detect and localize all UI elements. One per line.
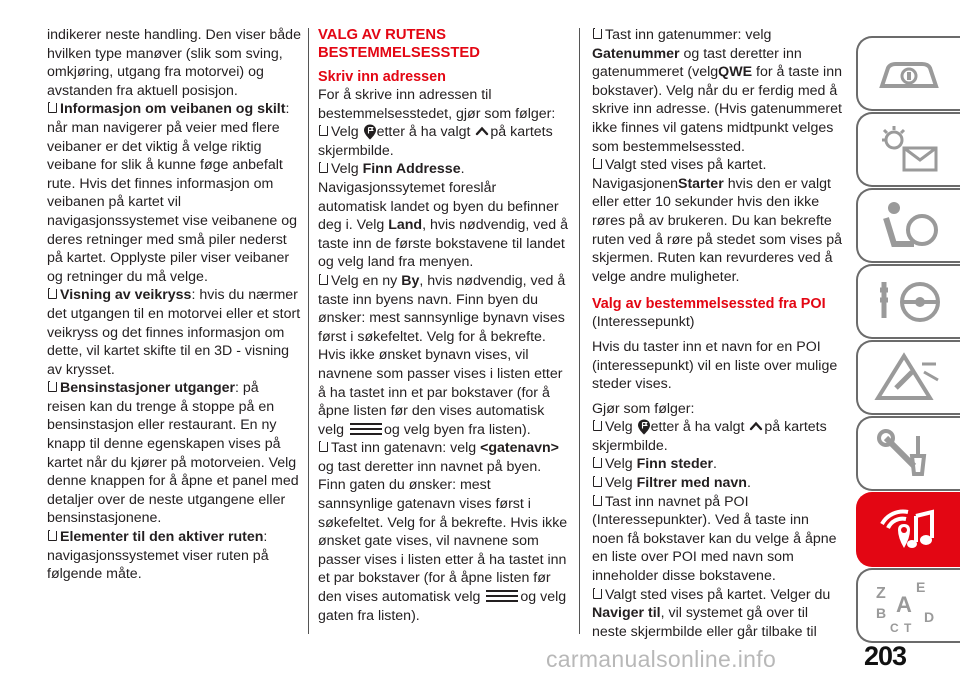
- page-number: 203: [864, 641, 907, 671]
- bullet-box-icon: [593, 588, 602, 599]
- list-item: Valgt sted vises på kartet. NavigasjonenStarter hvis den er valgt eller etter 10 sekunder hvis den ikke røres på av brukeren. Du kan bekrefte ruten ved å røre på stedet som vises på skjermen. Ruten kan revurderes ved å velge andre muligheter.: [592, 157, 842, 285]
- watermark: carmanualsonline.info: [546, 646, 777, 672]
- multimedia-icon: [874, 502, 944, 558]
- service-icon: [874, 426, 944, 482]
- column-divider: [579, 28, 580, 634]
- bullet-box-icon: [593, 420, 602, 431]
- menu-icon: [484, 589, 520, 603]
- section-subheading: Skriv inn adressen: [318, 69, 446, 85]
- bullet-box-icon: [593, 495, 602, 506]
- tab-index[interactable]: [856, 568, 960, 643]
- svg-text:T: T: [904, 621, 912, 634]
- list-item: Velg etter å ha valgt på kartets skjermbilde.: [318, 124, 553, 159]
- list-item: Valgt sted vises på kartet. Velger du Naviger til, vil systemet gå over til neste skjermbilde eller går tilbake til: [592, 586, 831, 640]
- list-item: Bensinstasjoner utganger: på reisen kan du trenge å stoppe på en bensinstasjon eller restaurant. En ny knapp til denne egenskapen vises på kartet når du kjører på motorveien. Velg denne knappen for å åpne et panel med detaljer over de neste utgangene eller bensinstasjonene.: [47, 380, 299, 527]
- warning-lights-icon: [874, 122, 944, 178]
- chevron-up-icon: [748, 418, 764, 434]
- list-item: Tast inn navnet på POI (Interessepunkter). Ved å taste inn noen få bokstaver kan du velge å åpne en liste over POI med navn som inneholder disse bokstavene.: [592, 493, 837, 585]
- list-item: Visning av veikryss: hvis du nærmer det utgangen til en motorvei eller et stort veikryss og det finnes informasjon om dette, vil kartet skifte til en 3D - visning av krysset.: [47, 287, 301, 378]
- bullet-box-icon: [48, 530, 57, 541]
- svg-text:B: B: [876, 605, 887, 621]
- list-item: Velg Finn steder.: [592, 455, 842, 474]
- index-icon: [874, 578, 944, 634]
- chevron-up-icon: [474, 123, 490, 139]
- destination-pin-icon: [637, 419, 651, 435]
- tab-breakdown[interactable]: [856, 340, 960, 415]
- tab-multimedia[interactable]: [856, 492, 960, 567]
- svg-text:D: D: [924, 609, 935, 625]
- svg-text:E: E: [916, 579, 926, 595]
- list-item: Informasjon om veibanen og skilt: når man navigerer på veier med flere veibaner er det viktig å velge riktig veibane for slik å kunne føge anbefalt rute. Hvis det finnes informasjon om veibanen på kartet vil navigasjonssystemet vise veibanene og deres retninger med små piler nederst på kartet. Opplyste piler viser veibaner og retninger du må velge.: [47, 101, 298, 285]
- bullet-box-icon: [593, 457, 602, 468]
- paragraph: (Interessepunkt): [592, 314, 695, 331]
- section-heading: Valg av bestemmelsessted fra POI: [592, 296, 826, 313]
- menu-icon: [348, 422, 384, 436]
- bullet-box-icon: [319, 125, 328, 136]
- list-item: Velg Finn Addresse. Navigasjonssytemet foreslår automatisk landet og byen du befinner deg i. Velg Land, hvis nødvendig, ved å taste inn de første bokstavene til landet og velg land fra menyen.: [318, 161, 568, 271]
- tab-warning-lights[interactable]: [856, 112, 960, 187]
- list-item: Elementer til den aktiver ruten: navigasjonssystemet viser ruten på følgende måte.: [47, 529, 269, 583]
- tab-service[interactable]: [856, 416, 960, 491]
- list-item: Tast inn gatenummer: velg Gatenummer og tast deretter inn gatenummeret (velgQWE for å taste inn bokstaver). Velg når du er ferdig med å skrive inn adresse. (Hvis gatenummeret ikke finnes vil gatens midtpunkt velges som bestemmelsessted.: [592, 27, 842, 155]
- paragraph: Hvis du taster inn et navn for en POI (interessepunkt) vil en liste over mulige steder vises.: [592, 338, 838, 393]
- steering-wheel-icon: [874, 274, 944, 330]
- section-heading: VALG AV RUTENS BESTEMMELSESSTED: [318, 27, 480, 61]
- bullet-box-icon: [48, 288, 57, 299]
- svg-text:Z: Z: [876, 585, 886, 602]
- destination-pin-icon: [363, 124, 377, 140]
- tab-seat-safety[interactable]: [856, 188, 960, 263]
- seat-safety-icon: [874, 198, 944, 254]
- bullet-box-icon: [48, 102, 57, 113]
- svg-text:A: A: [896, 592, 912, 617]
- list-item: Velg en ny By, hvis nødvendig, ved å taste inn byens navn. Finn byen du ønsker: mest sannsynlige bynavn vises først i søkefeltet. Velg for å bekrefte. Hvis ikke ønsket bynavn vises, vil navnene som passer vises i listen etter å ha tastet inn et par bokstaver (for å åpne listen før den vises automatisk velg og velg byen fra listen).: [318, 272, 566, 438]
- bullet-box-icon: [593, 28, 602, 39]
- paragraph: indikerer neste handling. Den viser både hvilken type manøver (slik som sving, omkjøring, utgang fra motorvei) og avstanden fra aktuell posisjon.: [47, 27, 301, 99]
- list-item: Tast inn gatenavn: velg <gatenavn> og tast deretter inn navnet på byen. Finn gaten du ønsker: mest sannsynlige gatenavn vises først i søkefeltet. Velg for å bekrefte. Hvis ikke ønsket gate vises, vil navnene som passer vises i listen etter å ha tastet inn et par bokstaver (for å åpne listen før den vises automatisk velg og velg gaten fra listen).: [318, 440, 568, 624]
- tab-car-info[interactable]: [856, 36, 960, 111]
- bullet-box-icon: [48, 381, 57, 392]
- paragraph: Gjør som følger:: [592, 400, 695, 417]
- bullet-box-icon: [319, 441, 328, 452]
- column-1: [47, 26, 301, 584]
- column-3: [592, 26, 842, 641]
- list-item: Velg etter å ha valgt på kartets skjermbilde.: [592, 419, 827, 454]
- breakdown-icon: [874, 350, 944, 406]
- bullet-box-icon: [593, 158, 602, 169]
- column-divider: [308, 28, 309, 634]
- svg-text:C: C: [890, 621, 899, 634]
- bullet-box-icon: [319, 162, 328, 173]
- car-info-icon: [874, 46, 944, 102]
- column-2: [318, 26, 568, 625]
- list-item: Velg Filtrer med navn.: [592, 474, 842, 493]
- bullet-box-icon: [593, 476, 602, 487]
- bullet-box-icon: [319, 274, 328, 285]
- tab-steering[interactable]: [856, 264, 960, 339]
- paragraph: For å skrive inn adressen til bestemmelsesstedet, gjør som følger:: [318, 87, 556, 122]
